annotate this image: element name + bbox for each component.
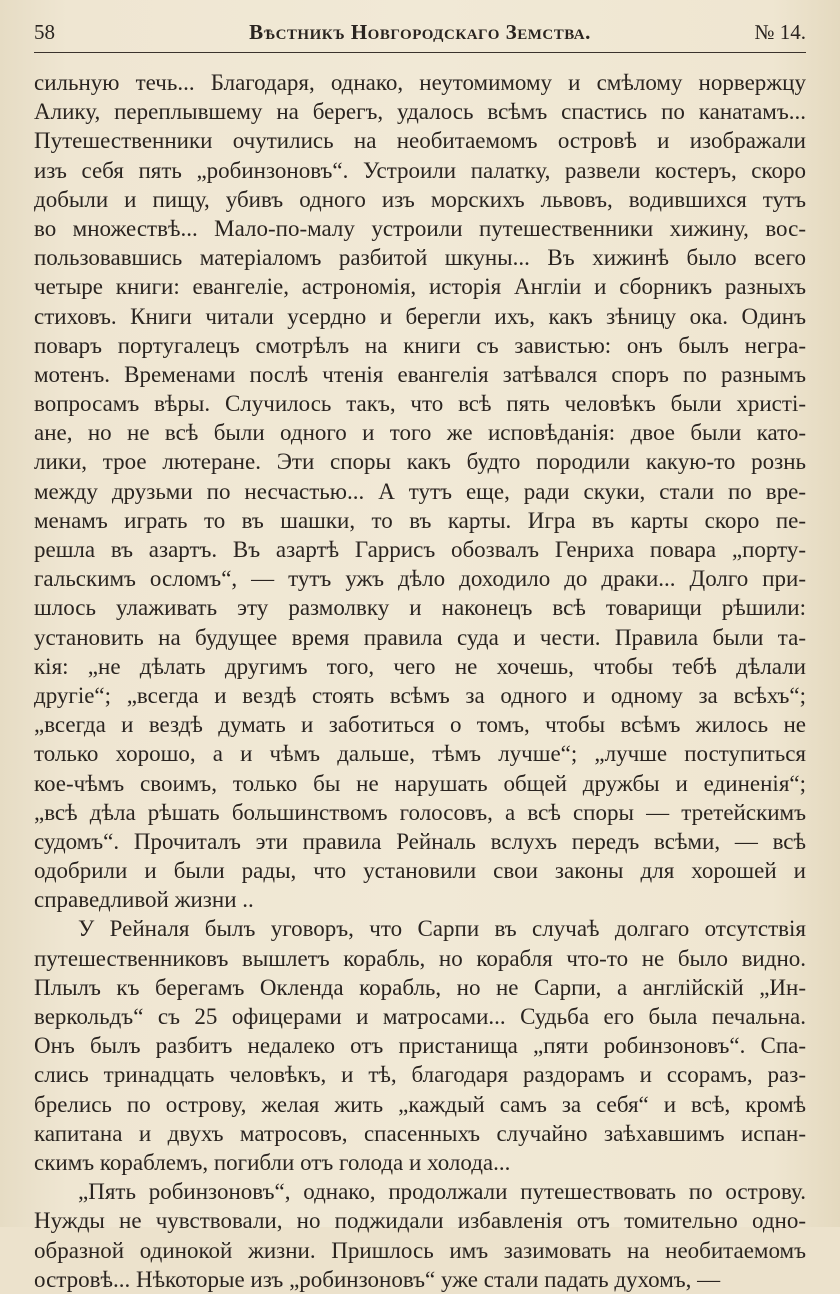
text-line: добыли и пищу, убивъ одного изъ морскихъ львовъ, водившихся тутъ bbox=[34, 186, 806, 212]
text-line: веркольдъ“ съ 25 офицерами и матросами... Судьба его была печальна. bbox=[34, 1004, 806, 1029]
text-line: Онъ былъ разбитъ недалеко отъ пристанища „пяти робинзоновъ“. Спа- bbox=[34, 1033, 806, 1059]
text-line: поваръ португалецъ смотрѣлъ на книги съ завистью: онъ былъ негра- bbox=[34, 332, 806, 358]
text-line: слись тринадцать человѣкъ, и тѣ, благодаря раздорамъ и ссорамъ, раз- bbox=[34, 1062, 806, 1088]
text-line: шлось улаживать эту размолвку и наконецъ всѣ товарищи рѣшили: bbox=[34, 595, 806, 621]
page-number: 58 bbox=[34, 20, 55, 44]
text-line: „всегда и вездѣ думать и заботиться о томъ, чтобы всѣмъ жилось не bbox=[34, 712, 806, 738]
issue-number: № 14. bbox=[754, 20, 806, 44]
text-line: Путешественники очутились на необитаемомъ островѣ и изображали bbox=[34, 128, 806, 154]
paragraph bbox=[34, 1177, 806, 1294]
text-line: изъ себя пять „робинзоновъ“. Устроили палатку, развели костеръ, скоро bbox=[34, 157, 806, 183]
text-line: одобрили и были рады, что установили свои законы для хорошей и bbox=[34, 858, 806, 884]
text-line: только хорошо, а и чѣмъ дальше, тѣмъ лучше“; „лучше поступиться bbox=[34, 741, 806, 767]
journal-title: Вѣстникъ Новгородскаго Земства. bbox=[249, 20, 591, 44]
article-body bbox=[34, 68, 806, 1294]
text-line: во множествѣ... Мало-по-малу устроили путешественники хижину, вос- bbox=[34, 215, 806, 241]
text-line: между друзьми по несчастью... А тутъ еще, ради скуки, стали по вре- bbox=[34, 478, 806, 504]
text-line: пользовавшись матеріаломъ разбитой шкуны... Въ хижинѣ было всего bbox=[34, 245, 806, 271]
text-line: ане, но не всѣ были одного и того же исповѣданія: двое были като- bbox=[34, 420, 806, 446]
text-line: путешественниковъ вышлетъ корабль, но корабля что-то не было видно. bbox=[34, 945, 806, 971]
text-line: капитана и двухъ матросовъ, спасенныхъ случайно заѣхавшимъ испан- bbox=[34, 1120, 806, 1146]
text-line: кое-чѣмъ своимъ, только бы не нарушать общей дружбы и единенія“; bbox=[34, 770, 806, 796]
text-line: У Рейналя былъ уговоръ, что Сарпи въ случаѣ долгаго отсутствія bbox=[78, 916, 806, 942]
text-line: „Пять робинзоновъ“, однако, продолжали путешествовать по острову. bbox=[78, 1179, 806, 1205]
text-line: справедливой жизни .. bbox=[34, 887, 254, 913]
paragraph bbox=[34, 68, 806, 914]
text-line: менамъ играть то въ шашки, то въ карты. Игра въ карты скоро пе- bbox=[34, 507, 806, 533]
text-line: вопросамъ вѣры. Случилось такъ, что всѣ пять человѣкъ были христі- bbox=[34, 391, 806, 417]
text-line: сильную течь... Благодаря, однако, неутомимому и смѣлому норвержцу bbox=[34, 70, 806, 95]
text-line: гальскимъ осломъ“, — тутъ ужъ дѣло доходило до драки... Долго при- bbox=[34, 566, 806, 592]
text-line: „всѣ дѣла рѣшать большинствомъ голосовъ, а всѣ споры — третейскимъ bbox=[34, 799, 806, 825]
text-line: скимъ кораблемъ, погибли отъ голода и холода... bbox=[34, 1149, 511, 1175]
text-line: установить на будущее время правила суда и чести. Правила были та- bbox=[34, 624, 806, 650]
text-line: брелись по острову, желая жить „каждый самъ за себя“ и всѣ, кромѣ bbox=[34, 1091, 806, 1117]
text-line: кія: „не дѣлать другимъ того, чего не хочешь, чтобы тебѣ дѣлали bbox=[34, 653, 806, 679]
text-line: лики, трое лютеране. Эти споры какъ будто породили какую-то рознь bbox=[34, 449, 806, 475]
text-line: решла въ азартъ. Въ азартѣ Гаррисъ обозвалъ Генриха повара „порту- bbox=[34, 537, 806, 562]
text-line: Нужды не чувствовали, но поджидали избавленія отъ томительно одно- bbox=[34, 1208, 806, 1234]
text-line: мотенъ. Временами послѣ чтенія евангелія затѣвался споръ по разнымъ bbox=[34, 361, 806, 387]
text-line: судомъ“. Прочиталъ эти правила Рейналь вслухъ передъ всѣми, — всѣ bbox=[34, 828, 806, 854]
text-line: островѣ... Нѣкоторые изъ „робинзоновъ“ уже стали падать духомъ, — bbox=[34, 1266, 721, 1292]
page-header bbox=[34, 18, 806, 53]
text-line: Плылъ къ берегамъ Окленда корабль, но не Сарпи, а англійскій „Ин- bbox=[34, 974, 806, 1000]
text-line: другіе“; „всегда и вездѣ стоять всѣмъ за одного и одному за всѣхъ“; bbox=[34, 682, 806, 708]
text-line: стиховъ. Книги читали усердно и берегли ихъ, какъ зѣницу ока. Одинъ bbox=[34, 303, 806, 329]
text-line: Алику, переплывшему на берегъ, удалось всѣмъ спастись по канатамъ... bbox=[34, 99, 806, 125]
text-line: образной одинокой жизни. Пришлось имъ зазимовать на необитаемомъ bbox=[34, 1237, 806, 1263]
paragraph bbox=[34, 914, 806, 1177]
text-line: четыре книги: евангеліе, астрономія, исторія Англіи и сборникъ разныхъ bbox=[34, 274, 806, 300]
